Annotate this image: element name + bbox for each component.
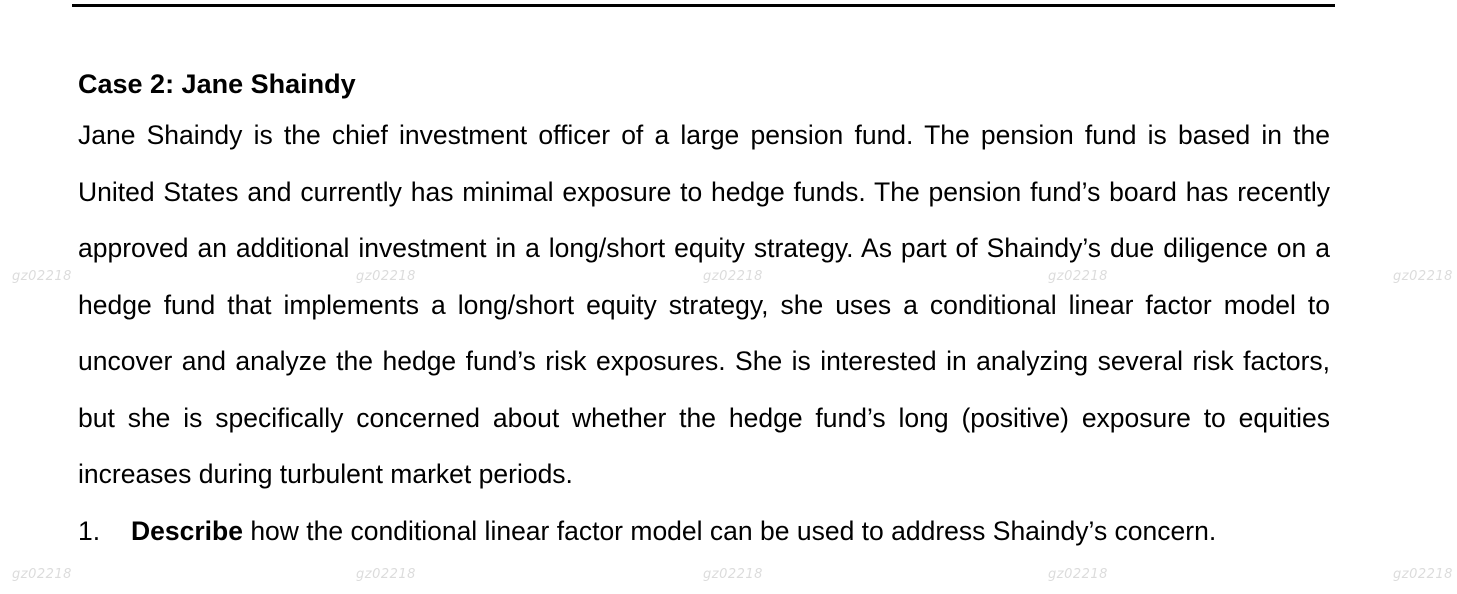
watermark: gz02218	[12, 567, 72, 582]
case-title: Case 2: Jane Shaindy	[78, 69, 356, 99]
watermark: gz02218	[12, 269, 72, 284]
watermark: gz02218	[1048, 269, 1108, 284]
watermark: gz02218	[1048, 567, 1108, 582]
top-rule	[72, 4, 1335, 7]
question-text	[131, 503, 1216, 560]
question-verb: Describe	[131, 515, 243, 546]
case-paragraph: Jane Shaindy is the chief investment officer of a large pension fund. The pension fund is based in the United States and currently has minimal exposure to hedge funds. The pension fund’s board has recently approved an additional investment in a long/short equity strategy. As part of Shaindy’s due diligence on a hedge fund that implements a long/short equity strategy, she uses a conditional linear factor model to uncover and analyze the hedge fund’s risk exposures. She is interested in analyzing several risk factors, but she is specifically concerned about whether the hedge fund’s long (positive) exposure to equities increases during turbulent market periods.	[78, 120, 1330, 489]
question-number: 1.	[78, 515, 101, 546]
watermark: gz02218	[1393, 269, 1453, 284]
watermark: gz02218	[703, 567, 763, 582]
document-body	[78, 62, 1330, 559]
watermark: gz02218	[356, 269, 416, 284]
watermark: gz02218	[356, 567, 416, 582]
question-body: how the conditional linear factor model can be used to address Shaindy’s concern.	[242, 515, 1217, 546]
watermark: gz02218	[1393, 567, 1453, 582]
watermark: gz02218	[703, 269, 763, 284]
question-item	[78, 503, 1330, 560]
